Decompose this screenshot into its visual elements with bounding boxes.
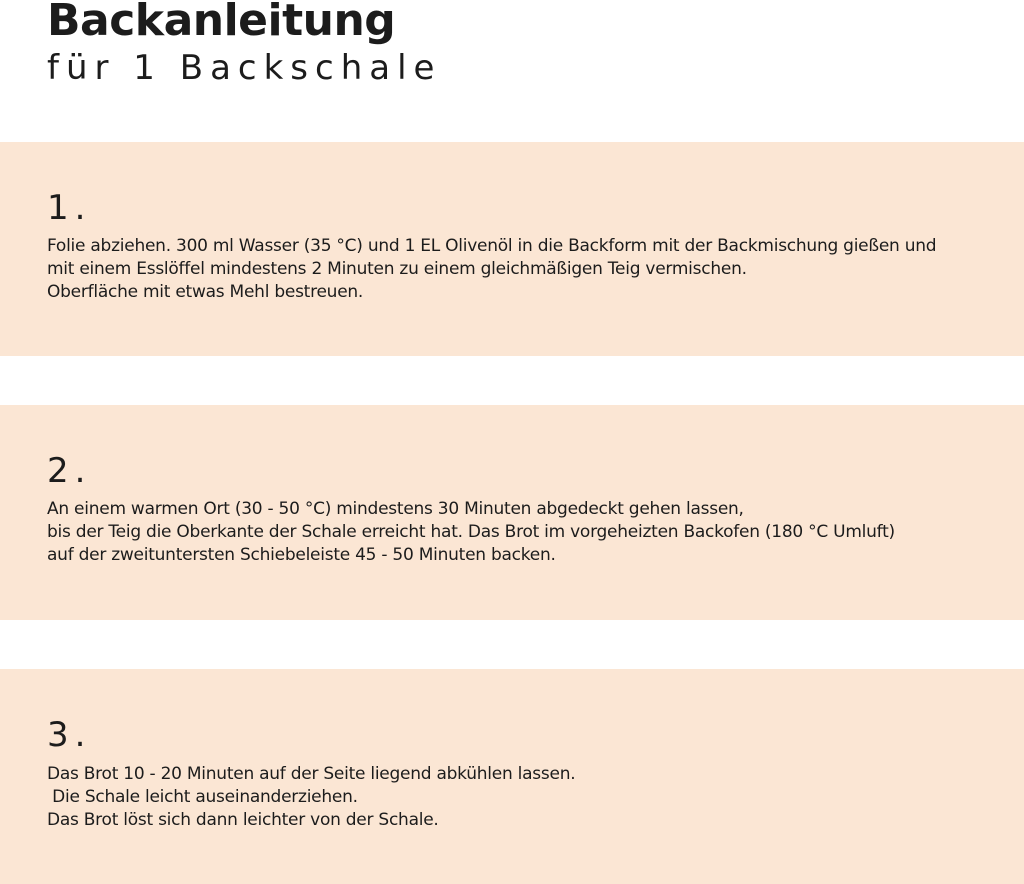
instruction-line: Das Brot 10 - 20 Minuten auf der Seite liegend abkühlen lassen. — [47, 764, 576, 784]
step-number: 3. — [47, 715, 92, 755]
instruction-line: auf der zweituntersten Schiebeleiste 45 - 50 Minuten backen. — [47, 545, 556, 565]
instruction-line: bis der Teig die Oberkante der Schale erreicht hat. Das Brot im vorgeheizten Backofen (180 °C Umluft) — [47, 522, 895, 542]
step-1-panel — [0, 142, 1024, 356]
step-instructions — [47, 235, 936, 304]
page-subtitle: für 1 Backschale — [47, 48, 442, 88]
instruction-line: An einem warmen Ort (30 - 50 °C) mindestens 30 Minuten abgedeckt gehen lassen, — [47, 499, 744, 519]
step-instructions — [47, 498, 895, 567]
step-number: 2. — [47, 451, 92, 491]
instruction-line: Oberfläche mit etwas Mehl bestreuen. — [47, 282, 364, 302]
step-3-panel — [0, 669, 1024, 884]
step-2-panel — [0, 405, 1024, 620]
instruction-line: Das Brot löst sich dann leichter von der Schale. — [47, 810, 439, 830]
page-title: Backanleitung — [47, 0, 396, 46]
instruction-line: mit einem Esslöffel mindestens 2 Minuten zu einem gleichmäßigen Teig vermischen. — [47, 259, 747, 279]
instruction-line: Die Schale leicht auseinanderziehen. — [47, 787, 358, 807]
step-instructions — [47, 763, 575, 832]
instruction-line: Folie abziehen. 300 ml Wasser (35 °C) und 1 EL Olivenöl in die Backform mit der Backmischung gießen und — [47, 236, 937, 256]
step-number: 1. — [47, 188, 92, 228]
